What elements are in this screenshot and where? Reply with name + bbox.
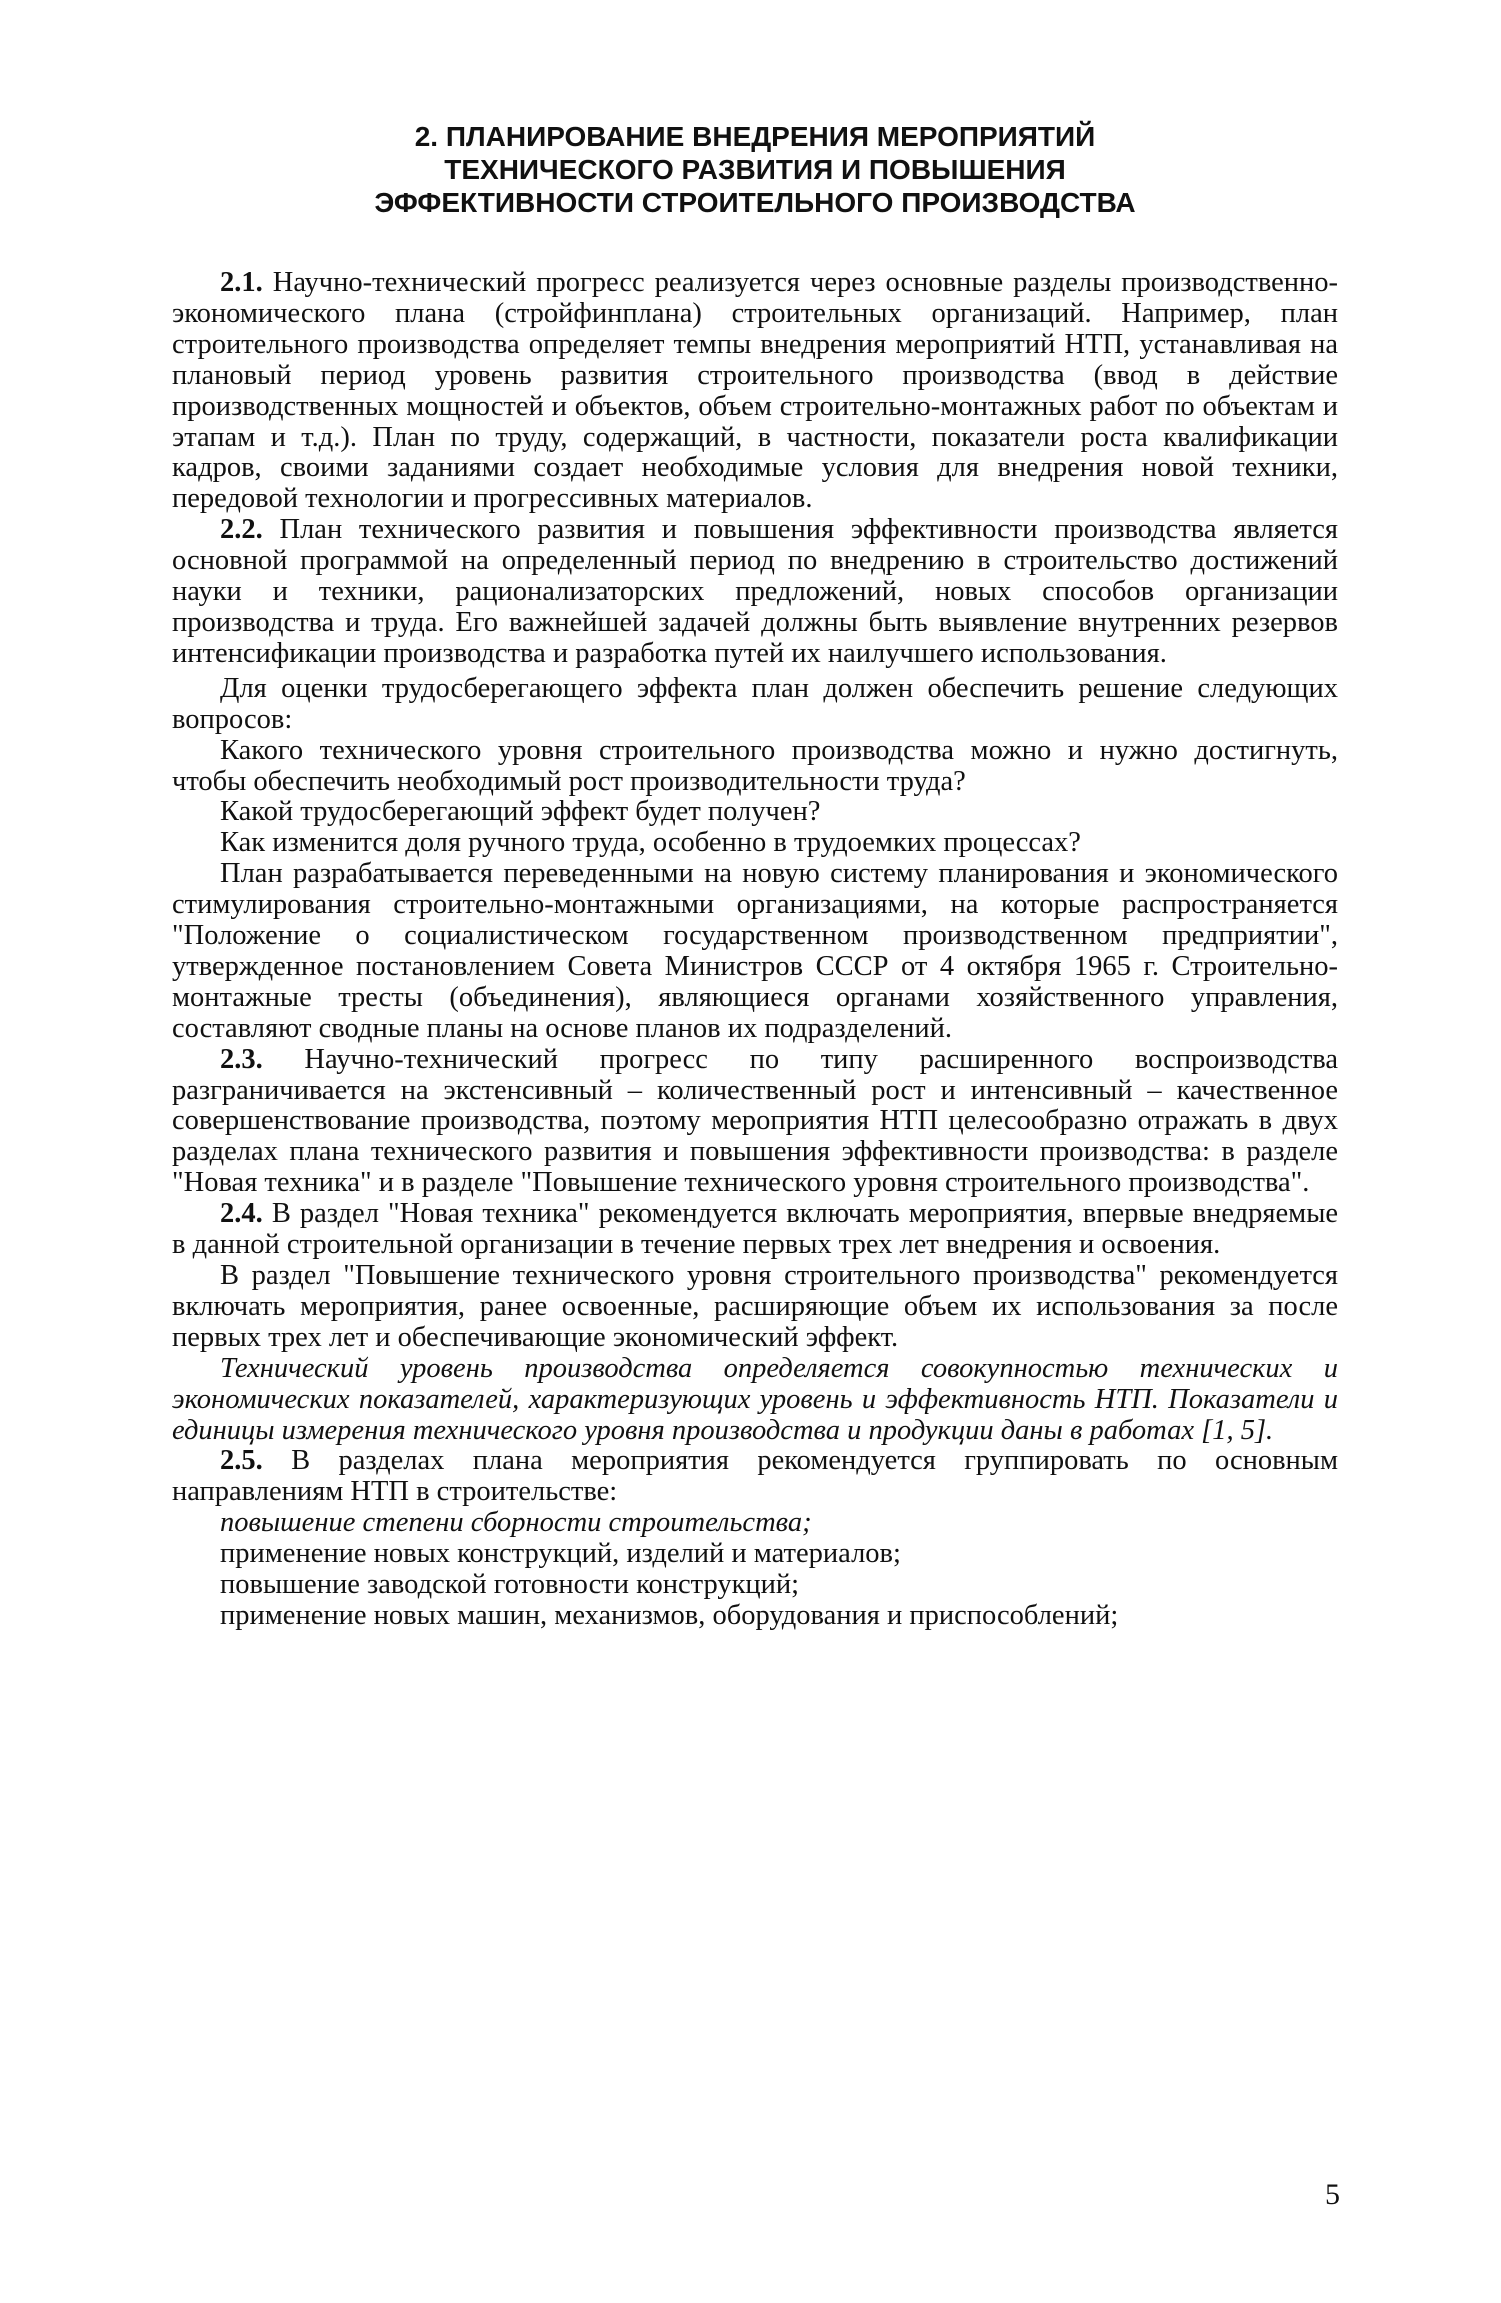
paragraph: В раздел "Повышение технического уровня строительного производства" рекомендуется включать мероприятия, ранее освоенные, расширяющие объем их использования за после первых трех лет и обеспечивающие экономический эффект.	[172, 1260, 1338, 1353]
paragraph-2-1	[172, 268, 1338, 515]
page-number: 5	[1325, 2178, 1340, 2211]
list-item-text: повышение степени сборности строительства;	[220, 1507, 812, 1539]
paragraph-text: Технический уровень производства определяется совокупностью технических и экономических показателей, характеризующих уровень и эффективность НТП. Показатели и единицы измерения технического уровня производства и продукции даны в работах [1, 5].	[172, 1352, 1338, 1446]
clause-number: 2.4.	[220, 1198, 263, 1230]
clause-number: 2.2.	[220, 514, 263, 546]
paragraph-2-2	[172, 515, 1338, 670]
paragraph-text: Научно-технический прогресс по типу расширенного воспроизводства разграничивается на экстенсивный – количественный рост и интенсивный – качественное совершенствование производства, поэтому мероприятия НТП целесообразно отражать в двух разделах плана технического развития и повышения эффективности производства: в разделе "Новая техника" и в разделе "Повышение технического уровня строительного производства".	[172, 1043, 1339, 1199]
paragraph-text: В разделах плана мероприятия рекомендуется группировать по основным направлениям НТП в строительстве:	[172, 1445, 1338, 1508]
section-heading	[250, 120, 1260, 219]
body-text	[172, 268, 1338, 1632]
clause-number: 2.5.	[220, 1445, 263, 1477]
paragraph-2-5	[172, 1446, 1338, 1508]
list-item: применение новых конструкций, изделий и материалов;	[220, 1538, 901, 1570]
question-2: Какой трудосберегающий эффект будет получен?	[220, 796, 821, 828]
paragraph: План разрабатывается переведенными на новую систему планирования и экономического стимулирования строительно-монтажными организациями, на которые распространяется "Положение о социалистическом государственном производственном предприятии", утвержденное постановлением Совета Министров СССР от 4 октября 1965 г. Строительно-монтажные тресты (объединения), являющиеся органами хозяйственного управления, составляют сводные планы на основе планов их подразделений.	[172, 858, 1338, 1044]
question-3: Как изменится доля ручного труда, особенно в трудоемких процессах?	[220, 827, 1081, 859]
list-item: применение новых машин, механизмов, оборудования и приспособлений;	[220, 1599, 1119, 1631]
heading-line-3: ЭФФЕКТИВНОСТИ СТРОИТЕЛЬНОГО ПРОИЗВОДСТВА	[374, 187, 1136, 218]
heading-line-2: ТЕХНИЧЕСКОГО РАЗВИТИЯ И ПОВЫШЕНИЯ	[444, 154, 1066, 185]
paragraph	[172, 1354, 1338, 1447]
paragraph-2-4	[172, 1199, 1338, 1261]
list-item	[172, 1508, 1338, 1539]
paragraph: Для оценки трудосберегающего эффекта план должен обеспечить решение следующих вопросов:	[172, 672, 1338, 735]
paragraph-text: План технического развития и повышения эффективности производства является основной программой на определенный период по внедрению в строительство достижений науки и техники, рационализаторских предложений, новых способов организации производства и труда. Его важнейшей задачей должны быть выявление внутренних резервов интенсификации производства и разработка путей их наилучшего использования.	[172, 514, 1338, 669]
paragraph-text: Научно-технический прогресс реализуется через основные разделы производственно-экономического плана (стройфинплана) строительных организаций. Например, план строительного производства определяет темпы внедрения мероприятий НТП, устанавливая на плановый период уровень развития строительного производства (ввод в действие производственных мощностей и объектов, объем строительно-монтажных работ по объектам и этапам и т.д.). План по труду, содержащий, в частности, показатели роста квалификации кадров, своими заданиями создает необходимые условия для внедрения новой техники, передовой технологии и прогрессивных материалов.	[172, 267, 1339, 515]
clause-number: 2.3.	[220, 1043, 263, 1075]
list-item: повышение заводской готовности конструкций;	[220, 1569, 800, 1601]
paragraph-text: В раздел "Новая техника" рекомендуется включать мероприятия, впервые внедряемые в данной строительной организации в течение первых трех лет внедрения и освоения.	[172, 1198, 1339, 1261]
paragraph-2-3	[172, 1045, 1338, 1200]
heading-line-1: 2. ПЛАНИРОВАНИЕ ВНЕДРЕНИЯ МЕРОПРИЯТИЙ	[414, 121, 1096, 152]
clause-number: 2.1.	[220, 267, 263, 298]
question-1: Какого технического уровня строительного производства можно и нужно достигнуть, чтобы обеспечить необходимый рост производительности труда?	[172, 734, 1338, 797]
